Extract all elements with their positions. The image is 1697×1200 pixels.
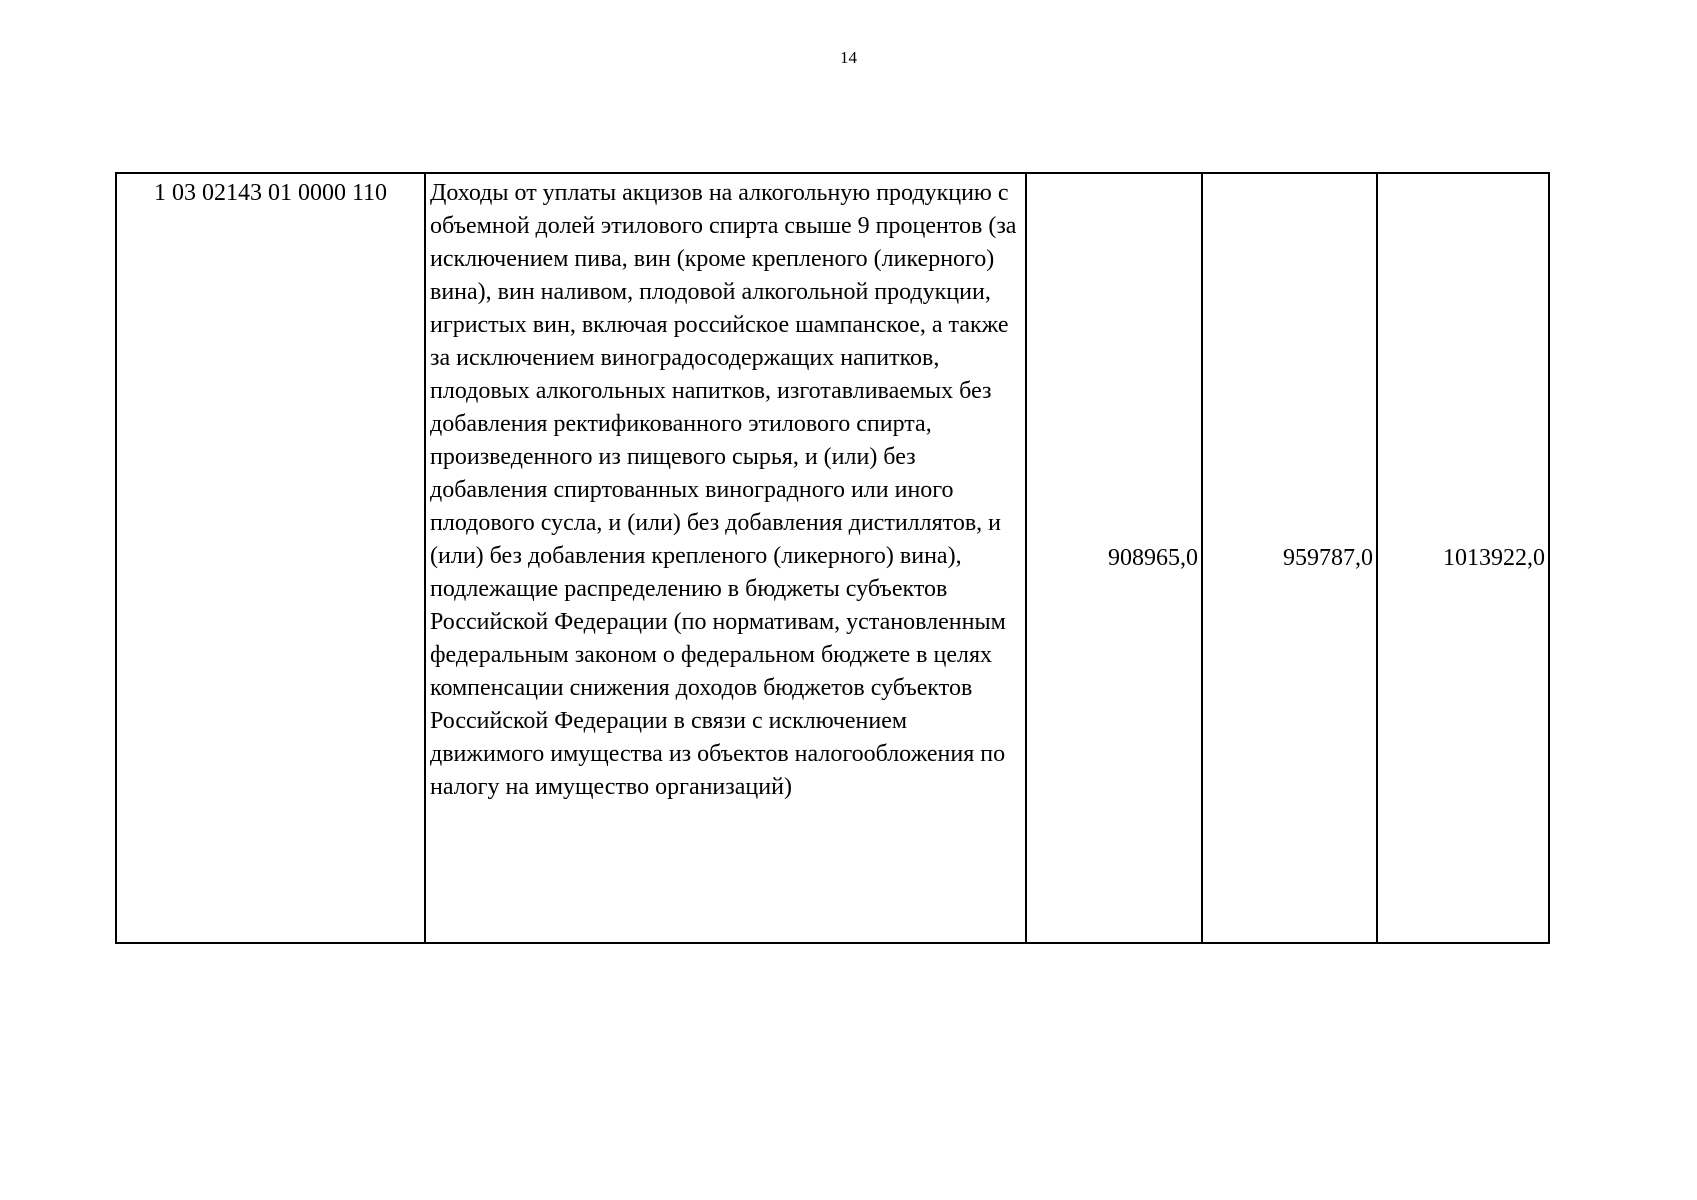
table-row xyxy=(116,173,1549,943)
amount-year-2: 959787,0 xyxy=(1202,173,1377,943)
revenue-table xyxy=(115,172,1550,944)
revenue-description: Доходы от уплаты акцизов на алкогольную продукцию с объемной долей этилового спирта свыше 9 процентов (за исключением пива, вин (кроме крепленого (ликерного) вина), вин наливом, плодовой алкогольной продукции, игристых вин, включая российское шампанское, а также за исключением виноградосодержащих напитков, плодовых алкогольных напитков, изготавливаемых без добавления ректификованного этилового спирта, произведенного из пищевого сырья, и (или) без добавления спиртованных виноградного или иного плодового сусла, и (или) без добавления дистиллятов, и (или) без добавления крепленого (ликерного) вина), подлежащие распределению в бюджеты субъектов Российской Федерации (по нормативам, установленным федеральным законом о федеральном бюджете в целях компенсации снижения доходов бюджетов субъектов Российской Федерации в связи с исключением движимого имущества из объектов налогообложения по налогу на имущество организаций) xyxy=(425,173,1026,943)
budget-classification-code: 1 03 02143 01 0000 110 xyxy=(116,173,425,943)
amount-year-3: 1013922,0 xyxy=(1377,173,1549,943)
page-number: 14 xyxy=(840,48,857,67)
amount-year-1: 908965,0 xyxy=(1026,173,1202,943)
